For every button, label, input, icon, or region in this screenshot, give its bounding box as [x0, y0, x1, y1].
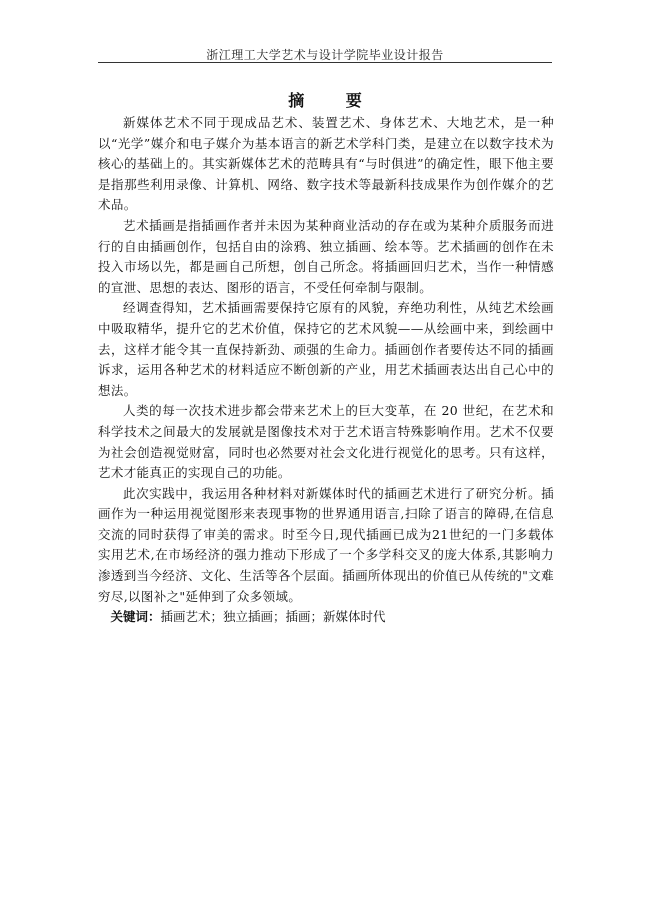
keywords-line	[98, 607, 554, 628]
abstract-title: 摘 要	[288, 91, 380, 110]
abstract-paragraph-5: 此次实践中，我运用各种材料对新媒体时代的插画艺术进行了研究分析。插画作为一种运用视觉图形来表现事物的世界通用语言,扫除了语言的障碍,在信息交流的同时获得了审美的需求。时至今日,现代插画已成为21世纪的一门多载体实用艺术,在市场经济的强力推动下形成了一个多学科交叉的庞大体系,其影响力渗透到当今经济、文化、生活等各个层面。插画所体现出的价值已从传统的"文难穷尽,以图补之"延伸到了众多领域。	[98, 485, 554, 604]
abstract-paragraph-2: 艺术插画是指插画作者并未因为某种商业活动的存在或为某种介质服务而进行的自由插画创作，包括自由的涂鸦、独立插画、绘本等。艺术插画的创作在未投入市场以先，都是画自己所想，创自己所念。将插画回归艺术，当作一种情感的宣泄、思想的表达、图形的语言，不受任何牵制与限制。	[98, 217, 554, 295]
page-header: 浙江理工大学艺术与设计学院毕业设计报告	[206, 48, 444, 62]
abstract-paragraph-3: 经调查得知，艺术插画需要保持它原有的风貌，弃绝功利性，从纯艺术绘画中吸取精华，提升它的艺术价值，保持它的艺术风貌——从绘画中来，到绘画中去，这样才能令其一直保持新劲、顽强的生命力。插画创作者要传达不同的插画诉求，运用各种艺术的材料适应不断创新的产业，用艺术插画表达出自己心中的想法。	[98, 300, 554, 398]
keywords-label: 关键词：	[110, 609, 161, 625]
keywords-text: 插画艺术；独立插画；插画；新媒体时代	[160, 609, 386, 625]
abstract-body	[98, 113, 554, 628]
header-divider	[98, 62, 552, 63]
abstract-paragraph-4: 人类的每一次技术进步都会带来艺术上的巨大变革，在 20 世纪，在艺术和科学技术之间最大的发展就是图像技术对于艺术语言特殊影响作用。艺术不仅要为社会创造视觉财富，同时也必然要对社会文化进行视觉化的思考。只有这样，艺术才能真正的实现自己的功能。	[98, 403, 554, 481]
abstract-paragraph-1: 新媒体艺术不同于现成品艺术、装置艺术、身体艺术、大地艺术，是一种以“光学”媒介和电子媒介为基本语言的新艺术学科门类，是建立在以数字技术为核心的基础上的。其实新媒体艺术的范畴具有“与时俱进”的确定性，眼下他主要是指那些利用录像、计算机、网络、数字技术等最新科技成果作为创作媒介的艺术品。	[98, 115, 554, 213]
